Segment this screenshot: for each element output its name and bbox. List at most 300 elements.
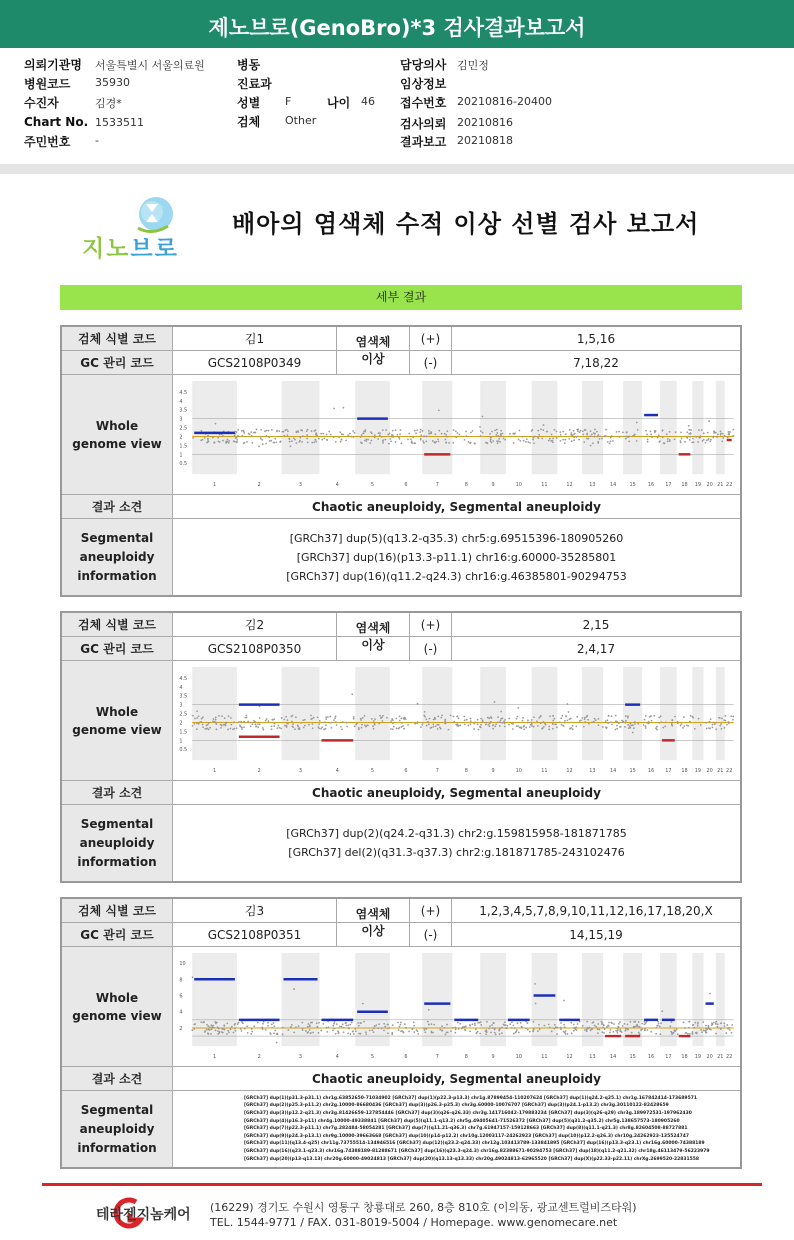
gc-code: GCS2108P0349 <box>173 351 337 374</box>
data-point <box>569 728 571 730</box>
data-point <box>716 436 718 438</box>
data-point <box>286 725 288 727</box>
data-point <box>713 722 715 724</box>
data-point <box>633 727 635 729</box>
data-point <box>381 1027 383 1029</box>
data-point <box>302 719 304 721</box>
data-point <box>579 431 581 433</box>
data-point <box>234 1024 236 1026</box>
data-point <box>525 441 527 443</box>
data-point <box>627 717 629 719</box>
data-point <box>548 726 550 728</box>
data-point <box>722 433 724 435</box>
chromosome-band <box>355 667 390 760</box>
data-point <box>354 432 356 434</box>
label-gc-code: GC 관리 코드 <box>62 351 173 374</box>
data-point <box>433 441 435 443</box>
data-point <box>200 439 202 441</box>
data-point <box>392 722 394 724</box>
footer-divider <box>42 1183 762 1186</box>
label-result: 결과 소견 <box>62 495 173 518</box>
label-specimen-id: 검체 식별 코드 <box>62 327 173 350</box>
data-point <box>420 429 422 431</box>
data-point <box>283 435 285 437</box>
data-point <box>531 725 533 727</box>
data-point <box>251 1028 253 1030</box>
data-point <box>310 1032 312 1034</box>
data-point <box>390 720 392 722</box>
data-point <box>709 1028 711 1030</box>
data-point <box>533 1021 535 1023</box>
data-point <box>518 439 520 441</box>
data-point <box>238 1022 240 1024</box>
data-point <box>206 1029 208 1031</box>
data-point <box>690 432 692 434</box>
data-point <box>428 723 430 725</box>
report-title-bar <box>0 0 794 48</box>
data-point <box>303 727 305 729</box>
data-point <box>586 715 588 717</box>
data-point <box>531 429 533 431</box>
chromosome-band <box>192 381 237 474</box>
label-segmental: Segmental aneuploidy information <box>62 805 173 881</box>
data-point <box>706 1028 708 1030</box>
hdr-value: Other <box>285 114 317 127</box>
data-point <box>399 1026 401 1028</box>
data-point <box>651 720 653 722</box>
result-row <box>62 495 740 519</box>
data-point <box>647 1029 649 1031</box>
data-point <box>325 1027 327 1029</box>
data-point <box>387 1032 389 1034</box>
data-point <box>607 722 609 724</box>
data-point <box>341 1026 343 1028</box>
chromosome-label: 4 <box>335 1054 339 1061</box>
data-point <box>520 727 522 729</box>
data-point <box>591 721 593 723</box>
data-point <box>602 1031 604 1033</box>
data-point <box>250 1033 252 1035</box>
data-point <box>249 722 251 724</box>
data-point <box>633 1021 635 1023</box>
data-point <box>320 728 322 730</box>
data-point <box>542 429 544 431</box>
data-point <box>669 1025 671 1027</box>
data-point <box>391 1032 393 1034</box>
data-point <box>492 724 494 726</box>
data-point <box>594 433 596 435</box>
data-point <box>293 988 295 990</box>
data-point <box>516 725 518 727</box>
label-segmental: Segmental aneuploidy information <box>62 1091 173 1167</box>
data-point <box>310 715 312 717</box>
data-point <box>382 440 384 442</box>
data-point <box>705 1030 707 1032</box>
data-point <box>604 435 606 437</box>
sample-block <box>60 611 742 883</box>
data-point <box>237 435 239 437</box>
data-point <box>538 1024 540 1026</box>
data-point <box>610 1029 612 1031</box>
data-point <box>332 1025 334 1027</box>
data-point <box>354 725 356 727</box>
data-point <box>453 429 455 431</box>
data-point <box>222 440 224 442</box>
data-point <box>632 435 634 437</box>
data-point <box>717 1023 719 1025</box>
data-point <box>367 725 369 727</box>
data-point <box>479 1022 481 1024</box>
data-point <box>432 724 434 726</box>
data-point <box>700 724 702 726</box>
data-point <box>457 432 459 434</box>
data-point <box>417 703 419 705</box>
data-point <box>417 1033 419 1035</box>
data-point <box>433 726 435 728</box>
data-point <box>257 1022 259 1024</box>
data-point <box>634 433 636 435</box>
data-point <box>638 1021 640 1023</box>
chromosome-label: 22 <box>726 1054 733 1061</box>
data-point <box>193 723 195 725</box>
data-point <box>335 715 337 717</box>
sample-block <box>60 325 742 597</box>
data-point <box>312 1032 314 1034</box>
data-point <box>512 433 514 435</box>
hdr-value: 35930 <box>95 76 130 89</box>
data-point <box>321 726 323 728</box>
data-point <box>213 1027 215 1029</box>
data-point <box>262 727 264 729</box>
data-point <box>511 723 513 725</box>
data-point <box>662 436 664 438</box>
data-point <box>244 717 246 719</box>
data-point <box>412 436 414 438</box>
segment-item: [GRCh37] dup(11)(q13.4-q25) chr11g.73755514-134946516 [GRCh37] dup(12)(q23.2-q24.33) chr12g.103413789-133841895 [GRCh37] dup(16)(p13.3-q23.1) chr16g.60000-74388189 <box>244 1141 705 1147</box>
label-result: 결과 소견 <box>62 781 173 804</box>
data-point <box>529 726 531 728</box>
data-point <box>693 1027 695 1029</box>
data-point <box>705 722 707 724</box>
data-point <box>464 719 466 721</box>
data-point <box>237 429 239 431</box>
data-point <box>392 430 394 432</box>
data-point <box>296 431 298 433</box>
data-point <box>615 729 617 731</box>
data-point <box>698 718 700 720</box>
data-point <box>220 727 222 729</box>
data-point <box>516 718 518 720</box>
hdr-label: 나이 <box>327 96 351 110</box>
data-point <box>318 727 320 729</box>
data-point <box>378 723 380 725</box>
data-point <box>263 729 265 731</box>
data-point <box>448 729 450 731</box>
data-point <box>519 727 521 729</box>
data-point <box>497 442 499 444</box>
data-point <box>709 993 711 995</box>
data-point <box>486 1021 488 1023</box>
data-point <box>728 722 730 724</box>
data-point <box>207 441 209 443</box>
y-tick-label: 6 <box>179 993 183 1000</box>
data-point <box>653 715 655 717</box>
data-point <box>574 1027 576 1029</box>
data-point <box>361 434 363 436</box>
data-point <box>700 1029 702 1031</box>
data-point <box>530 722 532 724</box>
data-point <box>204 1031 206 1033</box>
result-text: Chaotic aneuploidy, Segmental aneuploidy <box>312 785 601 800</box>
data-point <box>346 726 348 728</box>
data-point <box>537 1030 539 1032</box>
data-point <box>532 439 534 441</box>
data-point <box>538 437 540 439</box>
data-point <box>599 438 601 440</box>
data-point <box>455 1028 457 1030</box>
data-point <box>349 1024 351 1026</box>
data-point <box>552 441 554 443</box>
data-point <box>295 442 297 444</box>
data-point <box>365 1033 367 1035</box>
data-point <box>338 1031 340 1033</box>
data-point <box>663 442 665 444</box>
data-point <box>266 718 268 720</box>
data-point <box>731 1024 733 1026</box>
data-point <box>444 1027 446 1029</box>
data-point <box>490 437 492 439</box>
data-point <box>346 722 348 724</box>
data-point <box>561 724 563 726</box>
data-point <box>397 1021 399 1023</box>
y-tick-label: 1 <box>179 452 183 459</box>
data-point <box>661 721 663 723</box>
report-title: 제노브로(GenoBro)*3 검사결과보고서 <box>208 16 586 40</box>
y-tick-label: 1.5 <box>179 443 188 450</box>
data-point <box>345 439 347 441</box>
data-point <box>260 429 262 431</box>
data-point <box>705 1025 707 1027</box>
result-row <box>62 1067 740 1091</box>
data-point <box>441 433 443 435</box>
data-point <box>233 441 235 443</box>
data-point <box>497 721 499 723</box>
chromosome-band <box>692 667 703 760</box>
data-point <box>218 1028 220 1030</box>
data-point <box>610 440 612 442</box>
segment-item: [GRCh37] dup(5)(q13.2-q35.3) chr5:g.69515396-180905260 <box>289 531 624 545</box>
data-point <box>618 1023 620 1025</box>
data-point <box>241 728 243 730</box>
data-point <box>329 716 331 718</box>
data-point <box>603 1024 605 1026</box>
data-point <box>694 1022 696 1024</box>
hdr-value: F <box>285 95 292 108</box>
data-point <box>713 436 715 438</box>
data-point <box>596 436 598 438</box>
data-point <box>686 431 688 433</box>
chromosome-label: 12 <box>566 1054 573 1061</box>
data-point <box>399 438 401 440</box>
data-point <box>410 438 412 440</box>
data-point <box>685 1032 687 1034</box>
data-point <box>382 715 384 717</box>
data-point <box>342 407 344 409</box>
data-point <box>305 1030 307 1032</box>
data-point <box>608 1022 610 1024</box>
data-point <box>548 440 550 442</box>
data-point <box>624 1023 626 1025</box>
data-point <box>720 1022 722 1024</box>
data-point <box>644 1021 646 1023</box>
data-point <box>580 719 582 721</box>
data-point <box>295 1026 297 1028</box>
data-point <box>309 1025 311 1027</box>
data-point <box>445 1032 447 1034</box>
data-point <box>540 722 542 724</box>
data-point <box>597 1028 599 1030</box>
data-point <box>464 1029 466 1031</box>
data-point <box>582 433 584 435</box>
data-point <box>361 727 363 729</box>
data-point <box>196 723 198 725</box>
data-point <box>496 429 498 431</box>
data-point <box>389 438 391 440</box>
data-point <box>628 440 630 442</box>
data-point <box>680 441 682 443</box>
data-point <box>609 443 611 445</box>
data-point <box>627 436 629 438</box>
data-point <box>325 718 327 720</box>
data-point <box>234 1028 236 1030</box>
data-point <box>697 1025 699 1027</box>
data-point <box>221 715 223 717</box>
data-point <box>241 1030 243 1032</box>
section-title: 세부 결과 <box>375 290 427 304</box>
chromosome-band <box>355 381 390 474</box>
data-point <box>441 1025 443 1027</box>
data-point <box>625 438 627 440</box>
data-point <box>452 442 454 444</box>
data-point <box>497 435 499 437</box>
chromosome-band <box>422 381 452 474</box>
data-point <box>395 441 397 443</box>
data-point <box>384 439 386 441</box>
data-point <box>230 728 232 730</box>
data-point <box>353 436 355 438</box>
data-point <box>448 442 450 444</box>
data-point <box>665 721 667 723</box>
data-point <box>573 439 575 441</box>
data-point <box>315 434 317 436</box>
segment-item: [GRCh37] dup(16)(q23.1-q23.3) chr16g.74388189-81288671 [GRCh37] dup(16)(q23.3-q24.3) chr16g.82388671-90294753 [GRCh37] dup(18)(q11.2-q21.32) chr18g.46113479-56223979 <box>244 1148 710 1154</box>
data-point <box>634 721 636 723</box>
data-point <box>542 727 544 729</box>
data-point <box>282 1033 284 1035</box>
data-point <box>438 430 440 432</box>
data-point <box>472 430 474 432</box>
data-point <box>249 433 251 435</box>
chromosome-label: 16 <box>647 482 655 489</box>
data-point <box>306 438 308 440</box>
data-point <box>593 721 595 723</box>
data-point <box>513 442 515 444</box>
data-point <box>552 728 554 730</box>
data-point <box>364 440 366 442</box>
data-point <box>315 439 317 441</box>
result-text: Chaotic aneuploidy, Segmental aneuploidy <box>312 1071 601 1086</box>
data-point <box>477 1031 479 1033</box>
data-point <box>485 1033 487 1035</box>
data-point <box>684 1027 686 1029</box>
data-point <box>432 1032 434 1034</box>
data-point <box>405 1027 407 1029</box>
data-point <box>382 442 384 444</box>
data-point <box>382 429 384 431</box>
label-result: 결과 소견 <box>62 1067 173 1090</box>
data-point <box>680 431 682 433</box>
data-point <box>649 716 651 718</box>
chromosome-label: 5 <box>370 482 375 489</box>
data-point <box>619 436 621 438</box>
data-point <box>689 436 691 438</box>
data-point <box>729 1029 731 1031</box>
data-point <box>271 1023 273 1025</box>
y-tick-label: 2 <box>179 434 183 441</box>
data-point <box>383 1029 385 1031</box>
plus-chromosomes: 1,2,3,4,5,7,8,9,10,11,12,16,17,18,20,X <box>479 903 713 918</box>
data-point <box>336 724 338 726</box>
data-point <box>277 725 279 727</box>
data-point <box>257 726 259 728</box>
data-point <box>638 1032 640 1034</box>
data-point <box>575 436 577 438</box>
data-point <box>401 1030 403 1032</box>
chromosome-label: 15 <box>629 1054 636 1061</box>
data-point <box>420 434 422 436</box>
data-point <box>306 434 308 436</box>
data-point <box>228 442 230 444</box>
data-point <box>357 1022 359 1024</box>
data-point <box>537 430 539 432</box>
data-point <box>564 439 566 441</box>
chromosome-label: 18 <box>681 768 688 775</box>
hdr-label: 검체 <box>237 115 261 129</box>
data-point <box>365 429 367 431</box>
data-point <box>225 723 227 725</box>
data-point <box>427 1021 429 1023</box>
data-point <box>325 716 327 718</box>
data-point <box>552 715 554 717</box>
data-point <box>591 434 593 436</box>
data-point <box>360 718 362 720</box>
y-tick-label: 2 <box>179 720 183 727</box>
data-point <box>519 440 521 442</box>
data-point <box>584 1029 586 1031</box>
data-point <box>404 1023 406 1025</box>
data-point <box>416 1029 418 1031</box>
data-point <box>564 442 566 444</box>
data-point <box>227 729 229 731</box>
chromosome-label: 17 <box>665 482 672 489</box>
data-point <box>300 722 302 724</box>
data-point <box>710 718 712 720</box>
hdr-value: 김경* <box>95 97 122 110</box>
data-point <box>694 728 696 730</box>
data-point <box>480 1024 482 1026</box>
data-point <box>428 432 430 434</box>
data-point <box>720 1028 722 1030</box>
